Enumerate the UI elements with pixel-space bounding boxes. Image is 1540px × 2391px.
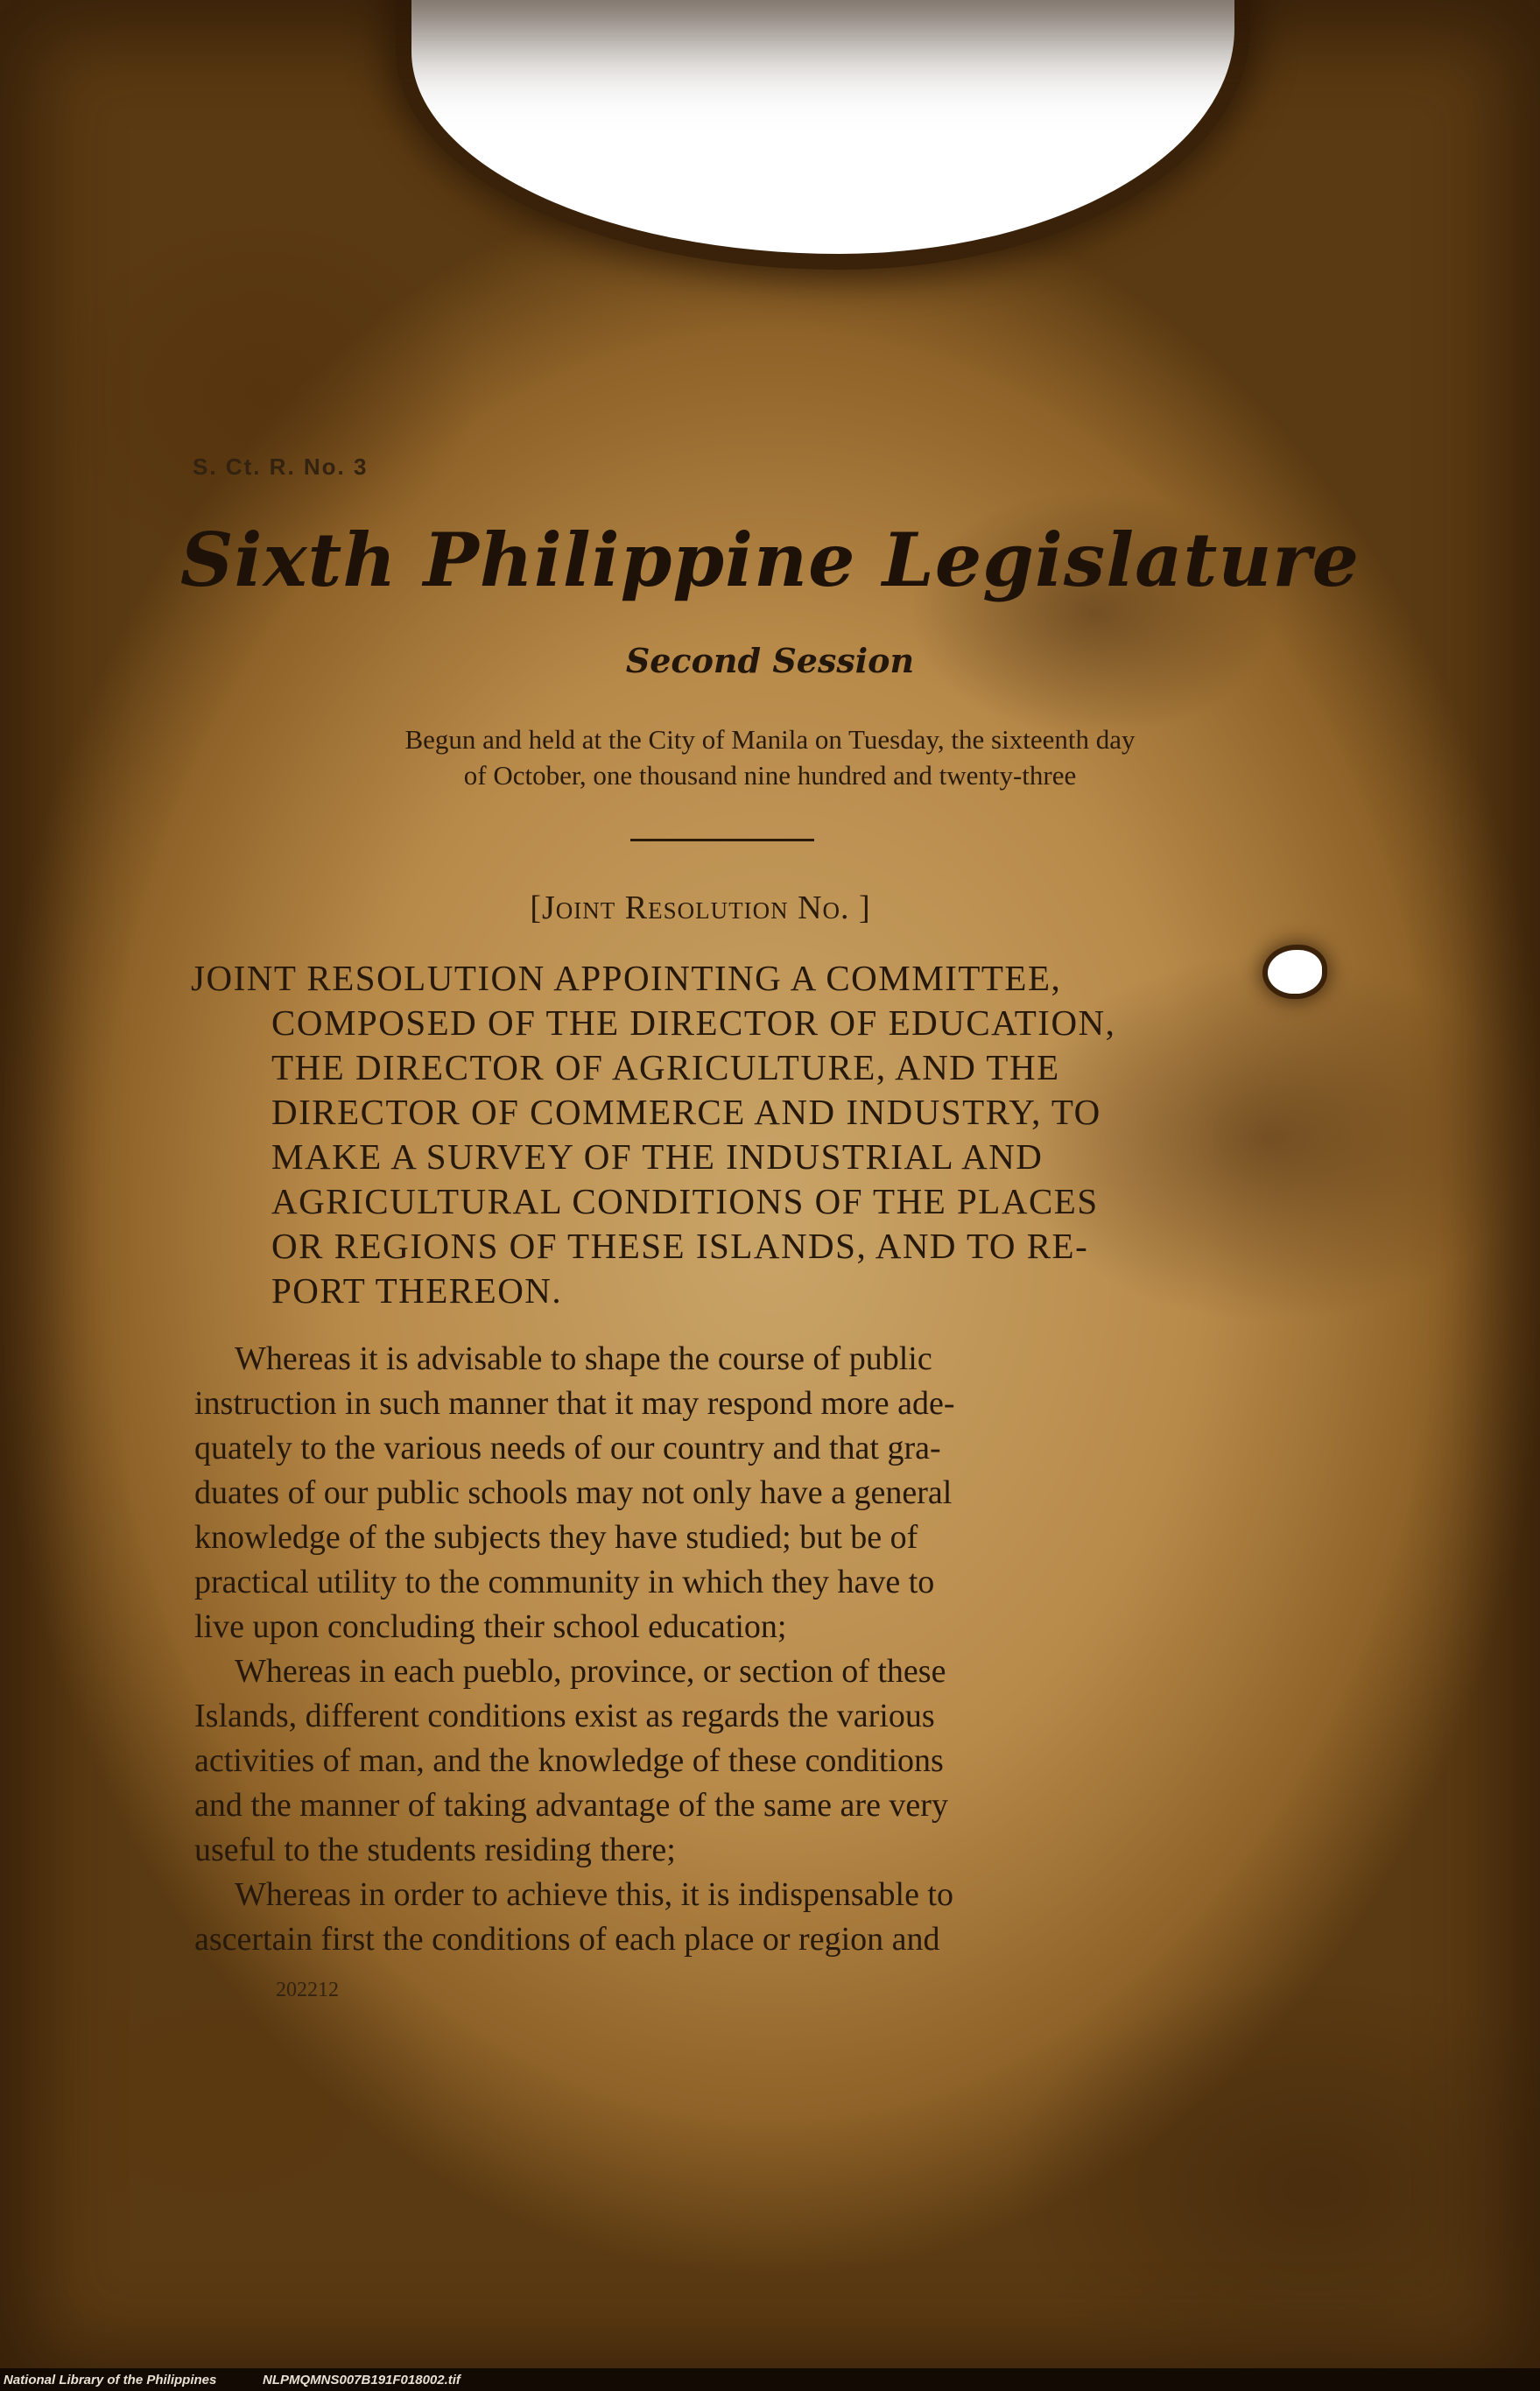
footer-file-name: NLPMQMNS007B191F018002.tif <box>263 2373 461 2387</box>
resolution-title-line: THE DIRECTOR OF AGRICULTURE, AND THE <box>271 1047 1060 1087</box>
body-line: Islands, different conditions exist as regards the various <box>194 1698 935 1734</box>
session-title: Second Session <box>625 641 915 680</box>
body-line: Whereas in each pueblo, province, or section of these <box>235 1653 946 1690</box>
resolution-title-line: COMPOSED OF THE DIRECTOR OF EDUCATION, <box>271 1002 1116 1043</box>
body-line: instruction in such manner that it may respond more ade- <box>194 1385 955 1422</box>
body-line: live upon concluding their school education; <box>194 1608 787 1645</box>
body-line: quately to the various needs of our country and that gra- <box>194 1430 941 1466</box>
body-line: knowledge of the subjects they have studied; but be of <box>194 1519 918 1556</box>
resolution-title-line: JOINT RESOLUTION APPOINTING A COMMITTEE, <box>191 958 1062 998</box>
burn-hole-right <box>1268 950 1322 994</box>
resolution-title-line: PORT THEREON. <box>271 1270 563 1311</box>
resolution-title-line: AGRICULTURAL CONDITIONS OF THE PLACES <box>271 1181 1099 1221</box>
body-line: and the manner of taking advantage of the same are very <box>194 1787 948 1824</box>
resolution-title-line: MAKE A SURVEY OF THE INDUSTRIAL AND <box>271 1136 1044 1177</box>
joint-resolution-number: [Joint Resolution No. ] <box>530 890 871 926</box>
scan-footer <box>0 2368 1540 2391</box>
body-line: Whereas it is advisable to shape the course of public <box>235 1340 932 1377</box>
begun-line: of October, one thousand nine hundred and twenty-three <box>463 760 1077 791</box>
footer-library-name: National Library of the Philippines <box>4 2373 217 2387</box>
resolution-title-line: OR REGIONS OF THESE ISLANDS, AND TO RE- <box>271 1226 1089 1266</box>
burn-hole-top <box>411 0 1234 254</box>
resolution-title-line: DIRECTOR OF COMMERCE AND INDUSTRY, TO <box>271 1092 1101 1132</box>
bill-number: S. Ct. R. No. 3 <box>193 454 369 480</box>
body-line: duates of our public schools may not only have a general <box>194 1474 953 1511</box>
body-line: Whereas in order to achieve this, it is indispensable to <box>235 1876 953 1913</box>
body-line: ascertain first the conditions of each place or region and <box>194 1921 940 1958</box>
body-line: activities of man, and the knowledge of these conditions <box>194 1742 944 1779</box>
begun-line: Begun and held at the City of Manila on Tuesday, the sixteenth day <box>404 724 1136 755</box>
document-code: 202212 <box>276 1979 339 2001</box>
divider-rule <box>630 839 814 841</box>
body-line: practical utility to the community in which they have to <box>194 1564 935 1600</box>
legislature-title: Sixth Philippine Legislature <box>179 517 1361 603</box>
body-line: useful to the students residing there; <box>194 1832 676 1868</box>
